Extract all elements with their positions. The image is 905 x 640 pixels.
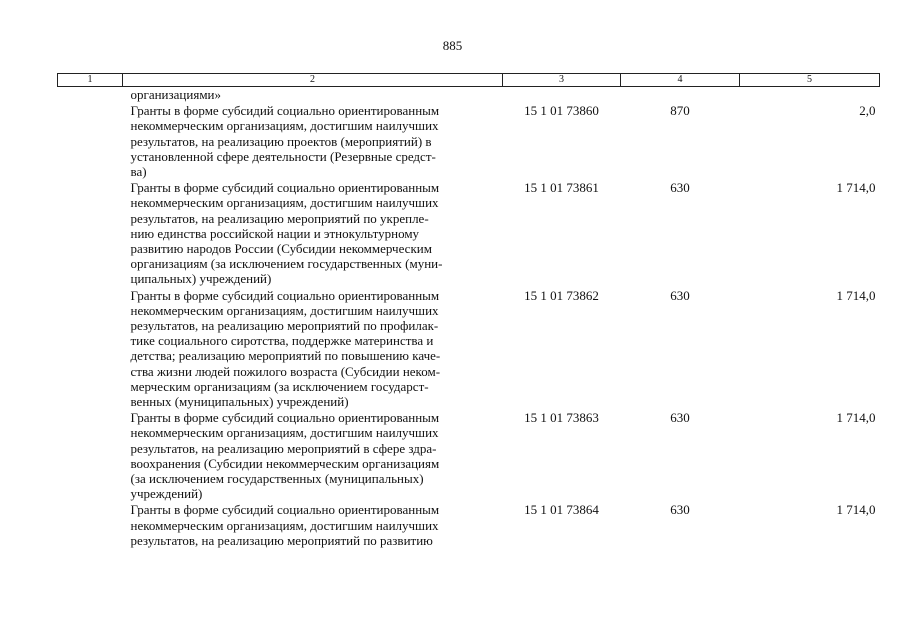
row-expense-type: 870 xyxy=(670,103,690,119)
header-col-5: 5 xyxy=(740,74,880,87)
description-line: развитию народов России (Субсидии некоммерческим xyxy=(130,241,432,257)
page-number: 885 xyxy=(442,38,463,53)
description-line: тике социального сиротства, поддержке материнства и xyxy=(130,333,434,349)
row-number-cell xyxy=(58,501,123,548)
row-code: 15 1 01 73860 xyxy=(524,103,599,119)
description-line: результатов, на реализацию мероприятий по профилак- xyxy=(130,318,439,334)
table-row xyxy=(58,102,880,179)
row-amount: 1 714,0 xyxy=(836,410,876,426)
description-line: учреждений) xyxy=(130,486,203,502)
description-line: (за исключением государственных (муниципальных) xyxy=(130,471,424,487)
header-col-3: 3 xyxy=(503,74,621,87)
row-number-cell xyxy=(58,179,123,286)
description-line: ципальных) учреждений) xyxy=(130,271,272,287)
description-line: результатов, на реализацию мероприятий в сфере здра- xyxy=(130,440,437,456)
row-code: 15 1 01 73862 xyxy=(524,287,599,303)
description-line: Гранты в форме субсидий социально ориентированным xyxy=(130,180,440,196)
header-row xyxy=(58,74,880,87)
row-description xyxy=(123,102,503,179)
continuation-text: организациями» xyxy=(130,87,221,102)
row-amount: 1 714,0 xyxy=(836,502,876,518)
row-number-cell xyxy=(58,409,123,501)
table-body xyxy=(58,87,880,549)
description-line: воохранения (Субсидии некоммерческим организациям xyxy=(130,455,440,471)
row-expense-type: 630 xyxy=(670,287,690,303)
description-line: нию единства российской нации и этнокультурному xyxy=(130,225,420,241)
row-amount: 1 714,0 xyxy=(836,180,876,196)
description-line: некоммерческим организациям, достигшим наилучших xyxy=(130,118,439,134)
header-col-4: 4 xyxy=(621,74,740,87)
description-line: организациям (за исключением государственных (муни- xyxy=(130,256,443,272)
description-line: венных (муниципальных) учреждений) xyxy=(130,394,349,410)
description-line: некоммерческим организациям, достигшим наилучших xyxy=(130,302,439,318)
description-line: результатов, на реализацию мероприятий по развитию xyxy=(130,532,433,548)
header-col-1: 1 xyxy=(58,74,123,87)
description-line: Гранты в форме субсидий социально ориентированным xyxy=(130,287,440,303)
description-line: мерческим организациям (за исключением государст- xyxy=(130,378,429,394)
description-line: Гранты в форме субсидий социально ориентированным xyxy=(130,410,440,426)
description-line: некоммерческим организациям, достигшим наилучших xyxy=(130,517,439,533)
table-row xyxy=(58,501,880,548)
description-line: результатов, на реализацию мероприятий по укрепле- xyxy=(130,210,429,226)
header-col-2: 2 xyxy=(123,74,503,87)
row-expense-type: 630 xyxy=(670,180,690,196)
row-description xyxy=(123,501,503,548)
row-code: 15 1 01 73861 xyxy=(524,180,599,196)
row-amount: 1 714,0 xyxy=(836,287,876,303)
description-line: результатов, на реализацию проектов (мероприятий) в xyxy=(130,133,432,149)
row-code: 15 1 01 73863 xyxy=(524,410,599,426)
description-line: Гранты в форме субсидий социально ориентированным xyxy=(130,103,440,119)
table-row xyxy=(58,287,880,410)
description-line: Гранты в форме субсидий социально ориентированным xyxy=(130,502,440,518)
description-line: некоммерческим организациям, достигшим наилучших xyxy=(130,195,439,211)
table-row xyxy=(58,409,880,501)
description-line: установленной сфере деятельности (Резервные средст- xyxy=(130,148,436,164)
table-row xyxy=(58,179,880,286)
row-description xyxy=(123,179,503,286)
description-line: некоммерческим организациям, достигшим наилучших xyxy=(130,425,439,441)
continuation-row xyxy=(58,87,880,103)
table-header xyxy=(58,74,880,87)
description-line: ства жизни людей пожилого возраста (Субсидии неком- xyxy=(130,363,441,379)
row-description xyxy=(123,409,503,501)
row-code: 15 1 01 73864 xyxy=(524,502,599,518)
budget-table xyxy=(57,73,880,548)
row-amount: 2,0 xyxy=(859,103,876,119)
row-number-cell xyxy=(58,287,123,410)
row-expense-type: 630 xyxy=(670,502,690,518)
description-line: детства; реализацию мероприятий по повышению каче- xyxy=(130,348,441,364)
row-description xyxy=(123,287,503,410)
row-expense-type: 630 xyxy=(670,410,690,426)
row-number-cell xyxy=(58,102,123,179)
description-line: ва) xyxy=(130,164,147,180)
